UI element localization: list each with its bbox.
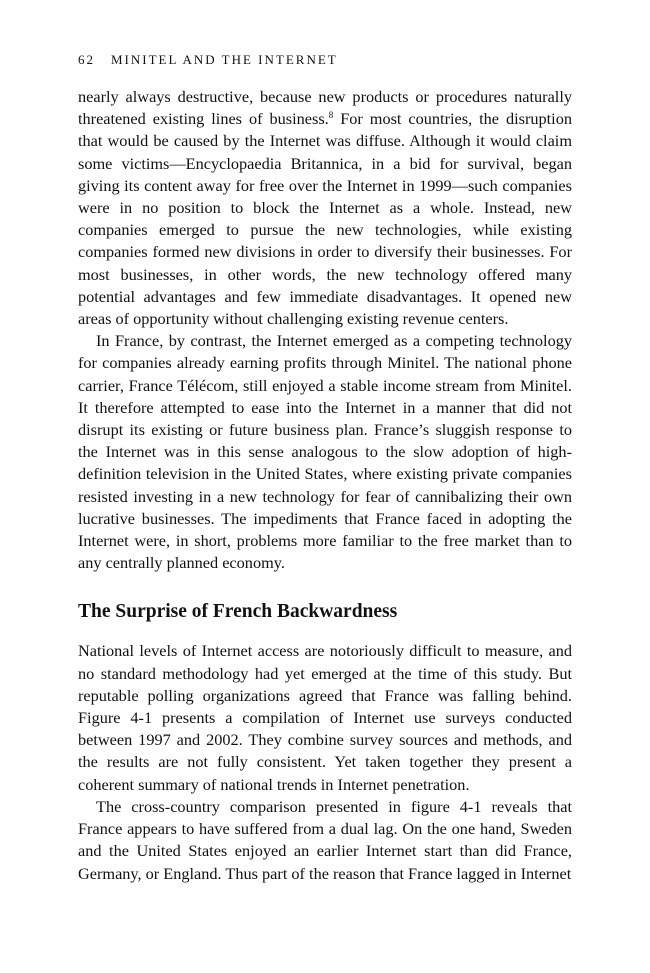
footnote-reference[interactable]: 8: [328, 110, 334, 121]
paragraph-1-text-continued: For most countries, the disruption that would be caused by the Internet was diffuse. Although it would claim some victims—Encyclopaedia Britannica, in a bid for survival, began giving its content away for free over the Internet in 1999—such companies were in no position to block the Internet as a whole. Instead, new companies emerged to pursue the new technologies, while existing companies formed new divisions in order to diversify their businesses. For most businesses, in other words, the new technology offered many potential advantages and few immediate disadvantages. It opened new areas of opportunity without challenging existing revenue centers.: [78, 109, 572, 329]
paragraph-2: In France, by contrast, the Internet emerged as a competing technology for companies already earning profits through Minitel. The national phone carrier, France Télécom, still enjoyed a stable income stream from Minitel. It therefore attempted to ease into the Internet in a manner that did not disrupt its existing or future business plan. France’s sluggish response to the Internet was in this sense analogous to the slow adoption of high-definition television in the United States, where existing private companies resisted investing in a new technology for fear of cannibalizing their own lucrative businesses. The impediments that France faced in adopting the Internet were, in short, problems more familiar to the free market than to any centrally planned economy.: [78, 331, 572, 573]
section-heading: The Surprise of French Backwardness: [78, 601, 398, 623]
book-page: [78, 50, 572, 885]
paragraph-3: National levels of Internet access are notoriously difficult to measure, and no standard methodology had yet emerged at the time of this study. But reputable polling organizations agreed that France was falling behind. Figure 4-1 presents a compilation of Internet use surveys conducted between 1997 and 2002. They combine survey sources and methods, and the results are not fully consistent. Yet taken together they present a coherent summary of national trends in Internet penetration.: [78, 641, 572, 794]
paragraph-1-text: nearly always destructive, because new products or procedures naturally threatened existing lines of business.: [78, 87, 572, 129]
paragraph-4: The cross-country comparison presented in figure 4-1 reveals that France appears to have suffered from a dual lag. On the one hand, Sweden and the United States enjoyed an earlier Internet start than did France, Germany, or England. Thus part of the reason that France lagged in Internet: [78, 796, 572, 883]
page-number: 62: [78, 52, 95, 67]
chapter-title: MINITEL AND THE INTERNET: [111, 52, 338, 67]
running-head: [78, 50, 572, 70]
body-text: [78, 86, 572, 885]
paragraph-1: [78, 86, 572, 330]
